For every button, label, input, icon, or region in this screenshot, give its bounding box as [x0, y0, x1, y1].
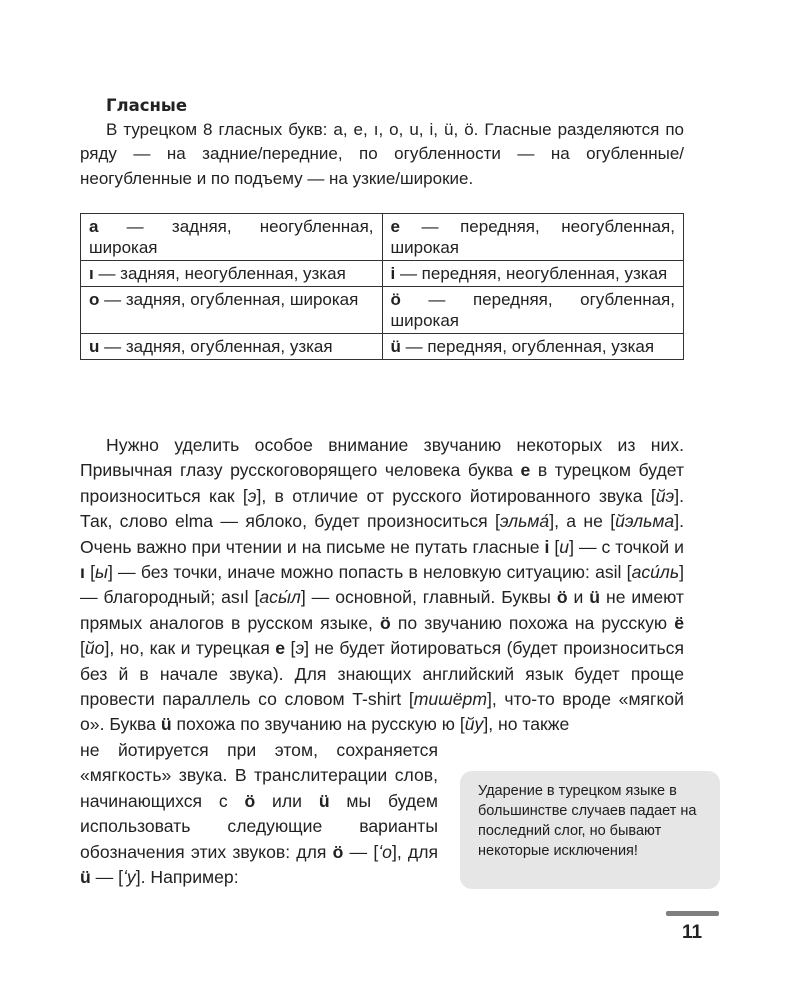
vowel-letter: o [89, 290, 100, 310]
page-number: 11 [681, 922, 703, 943]
vowel-letter: i [390, 264, 396, 284]
page-content [80, 94, 684, 360]
vowel-description: — задняя, огубленная, узкая [99, 337, 333, 357]
vowel-description: — передняя, неогубленная, широкая [390, 217, 675, 258]
vowel-table-row [81, 287, 684, 334]
vowel-letter: a [89, 217, 99, 237]
vowel-table-cell [382, 214, 684, 261]
main-paragraph: Нужно уделить особое внимание звучанию некоторых из них. Привычная глазу русскоговорящего человека буква e в турецком будет произноситься как [э], в отличие от русского йотированного звука [йэ]. Так, слово elma — яблоко, будет произноситься [эльма́], а не [йэльма]. Очень важно при чтении и на письме не путать гласные i [и] — с точкой и ı [ы] — без точки, иначе можно попасть в неловкую ситуацию: asil [аси́ль] — благородный; asıl [асы́л] — основной, главный. Буквы ö и ü не имеют прямых аналогов в русском языке, ö по звучанию похожа на русскую ё [йо], но, как и турецкая e [э] не будет йотироваться (будет произноситься без й в начале звука). Для знающих английский язык будет проще провести параллель со словом T-shirt [тишёрт], что-то вроде «мягкой о». Буква ü похожа по звучанию на русскую ю [йу], но также [80, 435, 685, 735]
intro-paragraph: В турецком 8 гласных букв: a, e, ı, o, u, i, ü, ö. Гласные разделяются по ряду — на задние/передние, по огубленности — на огубленные/неогубленные и по подъему — на узкие/широкие. [80, 120, 684, 188]
vowel-table-cell [81, 214, 383, 261]
vowel-table-cell [81, 261, 383, 287]
vowel-table-cell [382, 287, 684, 334]
vowel-table-row [81, 261, 684, 287]
vowel-description: — задняя, огубленная, широкая [99, 290, 359, 310]
vowel-letter: u [89, 337, 100, 357]
vowel-letter: ü [390, 337, 401, 357]
narrow-paragraph: не йотируется при этом, сохраняется «мягкость» звука. В транслитерации слов, начинающихся с ö или ü мы будем использовать следующие варианты обозначения этих звуков: для ö — [ʻо], для ü — [ʻу]. Например: [80, 739, 438, 887]
section-heading: Гласные [106, 96, 188, 115]
vowel-table-row [81, 334, 684, 360]
vowel-description: — передняя, неогубленная, узкая [395, 264, 668, 284]
vowel-description: — передняя, огубленная, узкая [400, 337, 655, 357]
vowel-letter: e [390, 217, 400, 237]
vowel-table-cell [382, 261, 684, 287]
vowel-description: — передняя, огубленная, широкая [390, 290, 675, 331]
vowel-table-cell [81, 334, 383, 360]
vowel-description: — задняя, неогубленная, узкая [93, 264, 346, 284]
vowel-table-cell [81, 287, 383, 334]
page-number-bar [666, 911, 719, 916]
vowel-table [80, 213, 684, 360]
vowel-letter: ı [89, 264, 94, 284]
vowel-table-cell [382, 334, 684, 360]
vowel-table-row [81, 214, 684, 261]
vowel-description: — задняя, неогубленная, широкая [89, 217, 374, 258]
vowel-letter: ö [390, 290, 401, 310]
side-note: Ударение в турецком языке в большинстве случаев падает на последний слог, но бывают некоторые исключения! [460, 771, 720, 889]
